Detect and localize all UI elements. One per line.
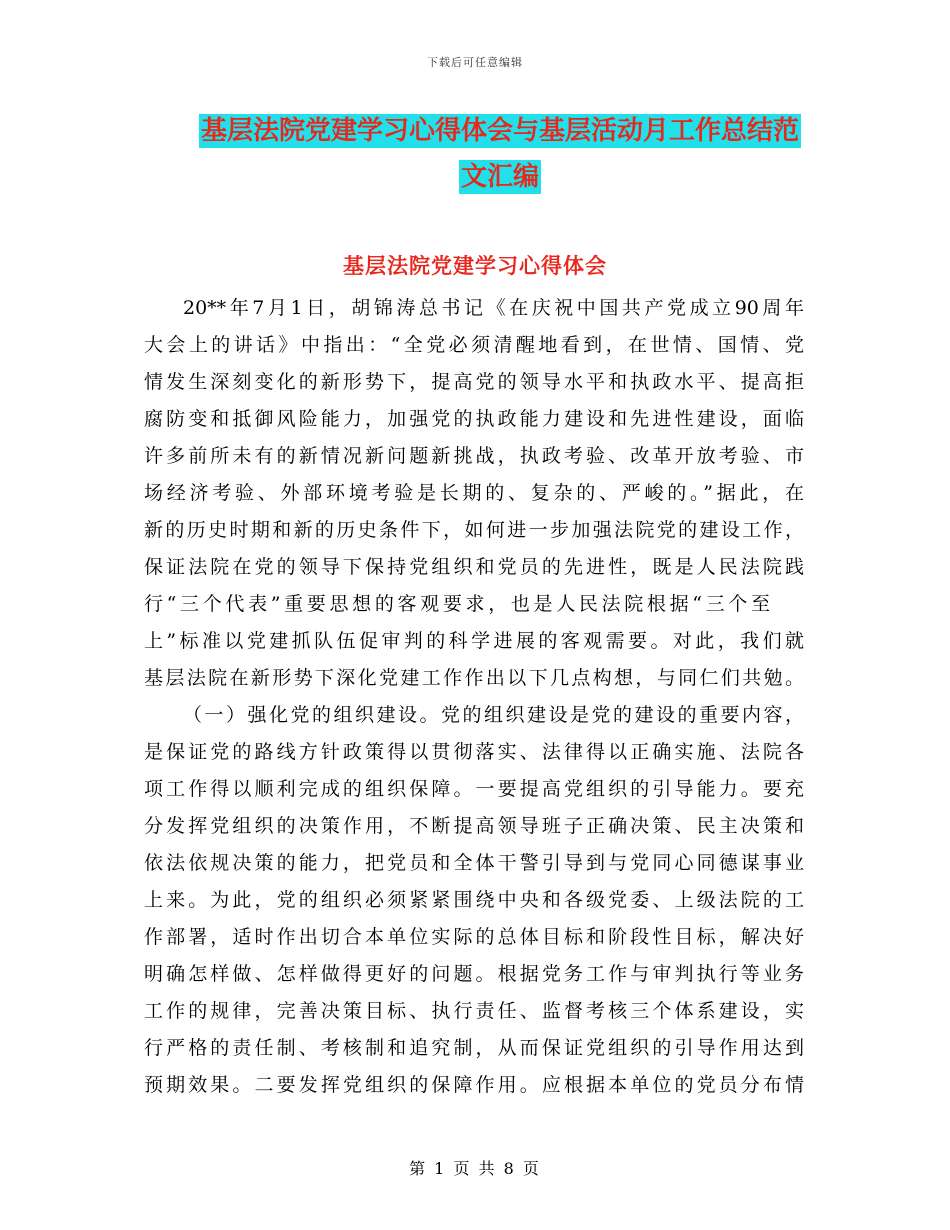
page-number-footer: 第 1 页 共 8 页 <box>409 1159 541 1178</box>
body-line: 20**年7月1日，胡锦涛总书记《在庆祝中国共产党成立90周年 <box>183 297 804 319</box>
body-line: 新的历史时期和新的历史条件下，如何进一步加强法院党的建设工作， <box>144 519 804 541</box>
body-line: 项工作得以顺利完成的组织保障。一要提高党组织的引导能力。要充 <box>144 778 804 800</box>
body-line: （一）强化党的组织建设。党的组织建设是党的建设的重要内容， <box>183 704 804 726</box>
body-line: 行“三个代表”重要思想的客观要求，也是人民法院根据“三个至 <box>144 593 770 615</box>
section-title: 基层法院党建学习心得体会 <box>343 253 607 278</box>
body-line: 是保证党的路线方针政策得以贯彻落实、法律得以正确实施、法院各 <box>144 741 804 763</box>
document-title-line-2: 文汇编 <box>460 162 539 192</box>
body-line: 行严格的责任制、考核制和追究制，从而保证党组织的引导作用达到 <box>144 1037 804 1059</box>
body-line: 上来。为此，党的组织必须紧紧围绕中央和各级党委、上级法院的工 <box>144 889 804 911</box>
body-line: 大会上的讲话》中指出：“全党必须清醒地看到，在世情、国情、党 <box>144 334 804 356</box>
body-line: 保证法院在党的领导下保持党组织和党员的先进性，既是人民法院践 <box>144 556 804 578</box>
body-line: 上”标准以党建抓队伍促审判的科学进展的客观需要。对此，我们就 <box>144 630 804 652</box>
body-line: 腐防变和抵御风险能力，加强党的执政能力建设和先进性建设，面临 <box>144 408 804 430</box>
document-title <box>150 108 850 200</box>
body-line: 基层法院在新形势下深化党建工作作出以下几点构想，与同仁们共勉。 <box>144 667 804 689</box>
body-line: 工作的规律，完善决策目标、执行责任、监督考核三个体系建设，实 <box>144 1000 804 1022</box>
body-line: 依法依规决策的能力，把党员和全体干警引导到与党同心同德谋事业 <box>144 852 804 874</box>
page-header-note: 下载后可任意编辑 <box>427 56 523 69</box>
body-line: 场经济考验、外部环境考验是长期的、复杂的、严峻的。”据此，在 <box>144 482 804 504</box>
body-line: 许多前所未有的新情况新问题新挑战，执政考验、改革开放考验、市 <box>144 445 804 467</box>
body-line: 分发挥党组织的决策作用，不断提高领导班子正确决策、民主决策和 <box>144 815 804 837</box>
body-line: 作部署，适时作出切合本单位实际的总体目标和阶段性目标，解决好 <box>144 926 804 948</box>
body-line: 明确怎样做、怎样做得更好的问题。根据党务工作与审判执行等业务 <box>144 963 804 985</box>
document-title-line-1: 基层法院党建学习心得体会与基层活动月工作总结范 <box>200 116 799 146</box>
body-line: 预期效果。二要发挥党组织的保障作用。应根据本单位的党员分布情 <box>144 1074 804 1096</box>
body-line: 情发生深刻变化的新形势下，提高党的领导水平和执政水平、提高拒 <box>144 371 804 393</box>
